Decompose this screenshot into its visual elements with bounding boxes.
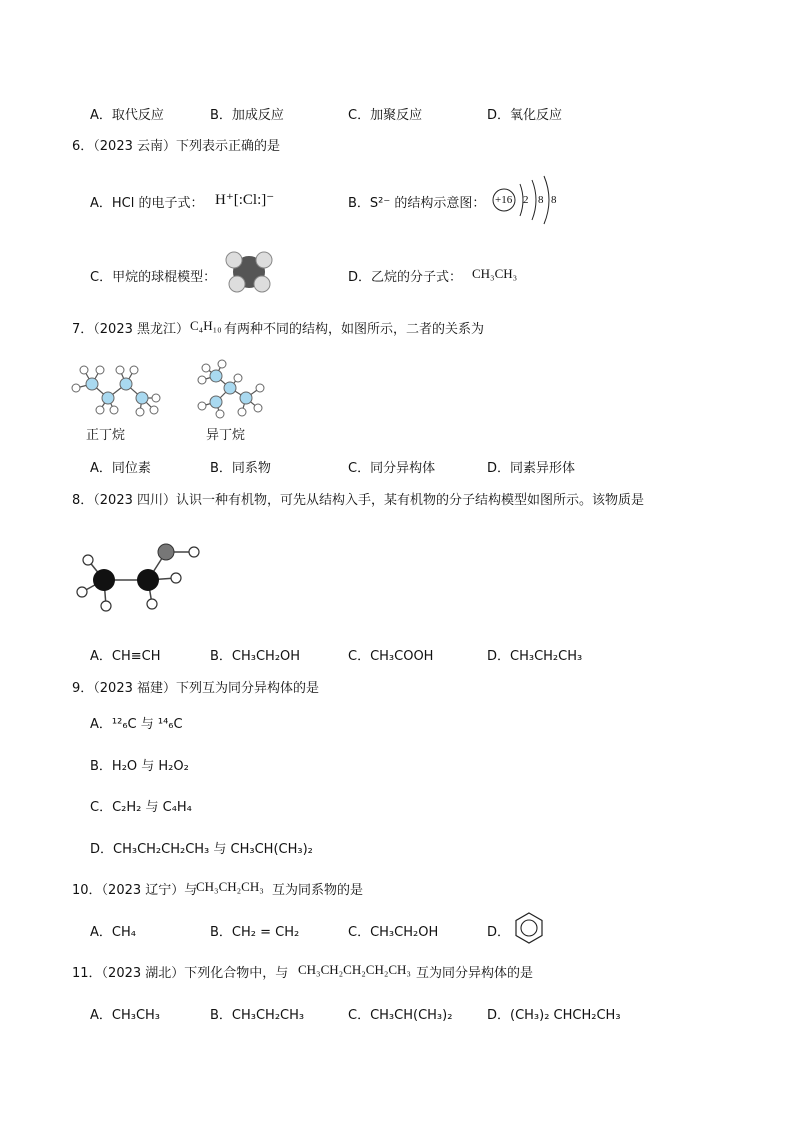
q11-option-c: C．CH₃CH(CH₃)₂ xyxy=(348,1008,453,1023)
q6-option-b-label: B．S²⁻ 的结构示意图： xyxy=(348,196,486,211)
q6-ethane-formula: CH₃CH₃ xyxy=(472,266,518,281)
q8-option-b: B．CH₃CH₂OH xyxy=(210,649,301,664)
q10-option-d: D． xyxy=(487,925,511,940)
benzene-ring-icon xyxy=(512,911,546,945)
q11-option-a: A．CH₃CH₃ xyxy=(90,1008,161,1023)
sulfur-shell-2: 8 xyxy=(538,194,544,206)
q10-stem-suffix: 互为同系物的是 xyxy=(272,883,364,898)
q11-stem-prefix: 11．（2023 湖北）下列化合物中，与 xyxy=(72,966,289,981)
sulfur-shell-3: 8 xyxy=(551,194,557,206)
q11-option-b: B．CH₃CH₂CH₃ xyxy=(210,1008,305,1023)
q8-option-d: D．CH₃CH₂CH₃ xyxy=(487,649,583,664)
n-butane-caption: 正丁烷 xyxy=(86,428,126,443)
q9-option-c: C．C₂H₂ 与 C₄H₄ xyxy=(90,800,192,815)
q10-stem-formula: CH₃CH₂CH₃ xyxy=(196,879,264,894)
q5-option-b: B．加成反应 xyxy=(210,108,284,123)
q11-stem-suffix: 互为同分异构体的是 xyxy=(416,966,534,981)
q7-stem-prefix: 7．（2023 黑龙江） xyxy=(72,322,189,337)
q11-option-d: D．(CH₃)₂ CHCH₂CH₃ xyxy=(487,1008,621,1023)
q10-option-a: A．CH₄ xyxy=(90,925,136,940)
q9-option-b: B．H₂O 与 H₂O₂ xyxy=(90,759,189,774)
q7-option-a: A．同位素 xyxy=(90,461,151,476)
q6-option-a-label: A．HCl 的电子式： xyxy=(90,196,204,211)
q9-stem: 9．（2023 福建）下列互为同分异构体的是 xyxy=(72,681,319,696)
q8-option-a: A．CH≡CH xyxy=(90,649,161,664)
q6-stem: 6．（2023 云南）下列表示正确的是 xyxy=(72,139,280,154)
q8-option-c: C．CH₃COOH xyxy=(348,649,434,664)
isobutane-model xyxy=(192,362,272,418)
q5-option-c: C．加聚反应 xyxy=(348,108,423,123)
q6-option-d-label: D．乙烷的分子式： xyxy=(348,270,463,285)
q5-option-a: A．取代反应 xyxy=(90,108,164,123)
q9-option-a: A．¹²₆C 与 ¹⁴₆C xyxy=(90,717,183,732)
q10-stem-prefix: 10．（2023 辽宁）与 xyxy=(72,883,198,898)
q7-option-c: C．同分异构体 xyxy=(348,461,436,476)
q5-option-d: D．氧化反应 xyxy=(487,108,563,123)
methane-ball-stick-model xyxy=(222,250,276,294)
q7-option-d: D．同素异形体 xyxy=(487,461,576,476)
q6-hcl-electron-formula: H⁺[:Cl:]⁻ xyxy=(215,192,275,208)
q9-option-d: D．CH₃CH₂CH₂CH₃ 与 CH₃CH(CH₃)₂ xyxy=(90,842,313,857)
sulfur-shell-1: 2 xyxy=(523,194,529,206)
isobutane-caption: 异丁烷 xyxy=(206,428,246,443)
q10-option-c: C．CH₃CH₂OH xyxy=(348,925,439,940)
q7-option-b: B．同系物 xyxy=(210,461,271,476)
q10-option-b: B．CH₂ = CH₂ xyxy=(210,925,300,940)
q11-stem-formula: CH₃CH₂CH₂CH₂CH₃ xyxy=(298,962,411,977)
q6-option-c-label: C．甲烷的球棍模型： xyxy=(90,270,217,285)
q7-stem-suffix: 有两种不同的结构，如图所示，二者的关系为 xyxy=(224,322,485,337)
q7-stem-formula: C₄H₁₀ xyxy=(190,318,222,333)
q8-stem: 8．（2023 四川）认识一种有机物，可先从结构入手，某有机物的分子结构模型如图所示。该物质是 xyxy=(72,493,644,508)
n-butane-model xyxy=(70,362,170,414)
ethanol-ball-stick-model xyxy=(72,540,212,616)
sulfur-nucleus-label: +16 xyxy=(495,194,513,206)
